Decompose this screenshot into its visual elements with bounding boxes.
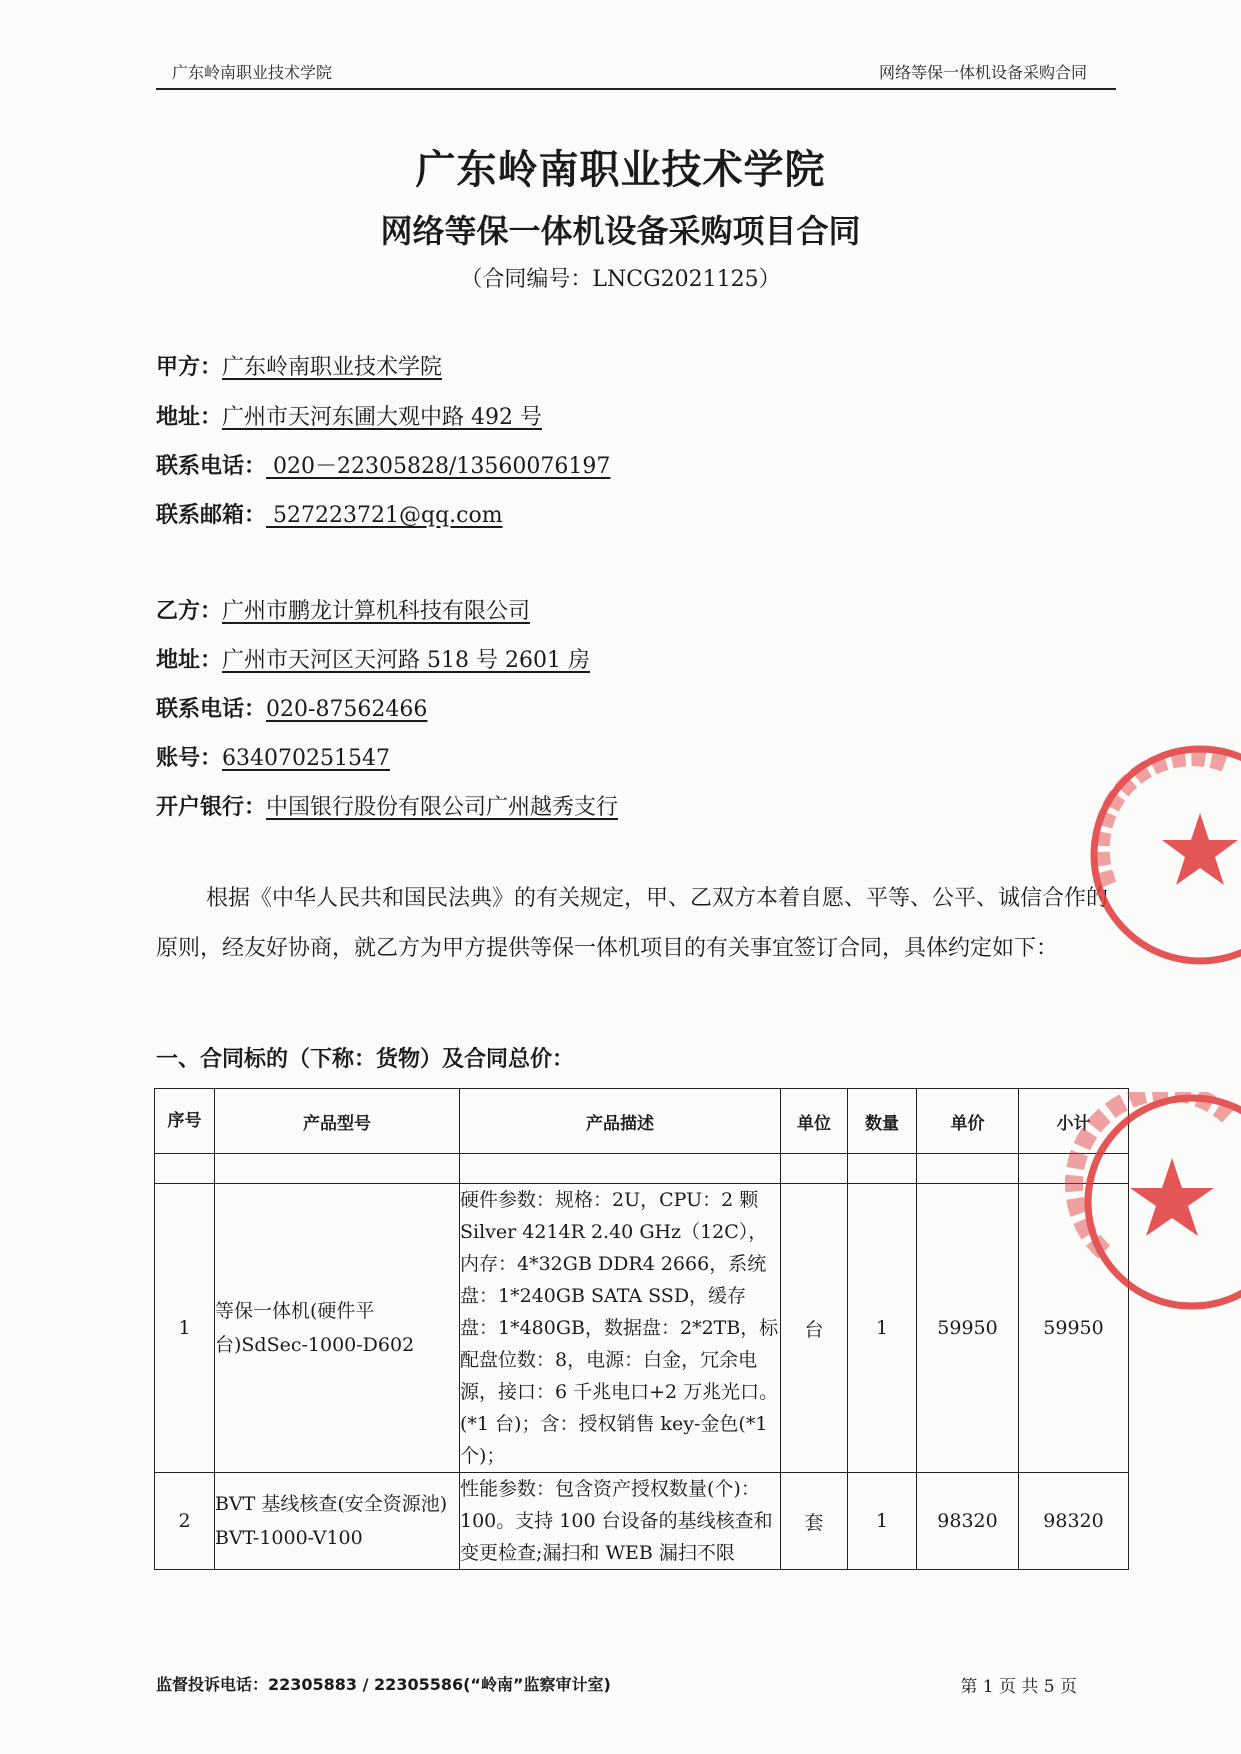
header-rule bbox=[156, 88, 1116, 90]
col-header-price: 单价 bbox=[917, 1089, 1019, 1154]
party-b-account-label: 账号： bbox=[156, 746, 223, 771]
table-header-row bbox=[155, 1089, 1129, 1154]
row1-no: 1 bbox=[155, 1184, 215, 1473]
row2-model: BVT 基线核查(安全资源池) BVT-1000-V100 bbox=[215, 1473, 460, 1570]
col-header-unit: 单位 bbox=[781, 1089, 848, 1154]
row2-qty: 1 bbox=[848, 1473, 917, 1570]
col-header-no: 序号 bbox=[155, 1089, 215, 1154]
row2-no: 2 bbox=[155, 1473, 215, 1570]
party-a-name-row bbox=[156, 350, 442, 381]
col-header-desc: 产品描述 bbox=[460, 1089, 781, 1154]
party-a-email-label: 联系邮箱： bbox=[156, 503, 267, 528]
party-b-name-row bbox=[156, 594, 530, 625]
party-a-label: 甲方： bbox=[156, 355, 223, 380]
intro-text: 根据《中华人民共和国民法典》的有关规定，甲、乙双方本着自愿、平等、公平、诚信合作的原则，经友好协商，就乙方为甲方提供等保一体机项目的有关事宜签订合同，具体约定如下： bbox=[156, 886, 1109, 961]
running-header-left: 广东岭南职业技术学院 bbox=[172, 63, 333, 82]
party-a-email: 527223721@qq.com bbox=[266, 503, 503, 528]
party-b-account-row bbox=[156, 741, 390, 772]
party-b-bank: 中国银行股份有限公司广州越秀支行 bbox=[266, 795, 619, 820]
party-b-address-label: 地址： bbox=[156, 648, 223, 673]
section-title: 一、合同标的（下称：货物）及合同总价： bbox=[156, 1047, 575, 1072]
party-a-email-row bbox=[156, 498, 503, 529]
row2-unit: 套 bbox=[781, 1473, 848, 1570]
col-header-qty: 数量 bbox=[848, 1089, 917, 1154]
party-b-phone: 020-87562466 bbox=[266, 697, 428, 722]
col-header-model: 产品型号 bbox=[215, 1089, 460, 1154]
party-a-address-row bbox=[156, 400, 542, 431]
party-a-phone-row bbox=[156, 449, 610, 480]
document-title: 广东岭南职业技术学院 bbox=[415, 147, 826, 193]
party-b-bank-row bbox=[156, 790, 618, 821]
party-b-bank-label: 开户银行： bbox=[156, 795, 267, 820]
complaint-phone: 监督投诉电话：22305883 / 22305586(“岭南”监察审计室) bbox=[156, 1675, 611, 1694]
row2-desc: 性能参数：包含资产授权数量(个)：100。支持 100 台设备的基线核查和变更检查;漏扫和 WEB 漏扫不限 bbox=[460, 1473, 781, 1570]
row2-price: 98320 bbox=[917, 1473, 1019, 1570]
page-number: 第 1 页 共 5 页 bbox=[960, 1677, 1077, 1697]
party-b-account: 634070251547 bbox=[222, 746, 390, 771]
party-a-phone-label: 联系电话： bbox=[156, 454, 267, 479]
row2-subtotal: 98320 bbox=[1019, 1473, 1129, 1570]
party-a-address: 广州市天河东圃大观中路 492 号 bbox=[222, 405, 542, 430]
table-spacer-row bbox=[155, 1154, 1129, 1184]
contract-number: （合同编号：LNCG2021125） bbox=[460, 267, 781, 292]
row1-price: 59950 bbox=[917, 1184, 1019, 1473]
intro-paragraph bbox=[156, 874, 1116, 974]
table-row bbox=[155, 1473, 1129, 1570]
row1-model: 等保一体机(硬件平台)SdSec-1000-D602 bbox=[215, 1184, 460, 1473]
row1-unit: 台 bbox=[781, 1184, 848, 1473]
party-b-label: 乙方： bbox=[156, 599, 223, 624]
col-header-subtotal: 小计 bbox=[1019, 1089, 1129, 1154]
row1-subtotal: 59950 bbox=[1019, 1184, 1129, 1473]
party-a-address-label: 地址： bbox=[156, 405, 223, 430]
table-row bbox=[155, 1184, 1129, 1473]
document-subtitle: 网络等保一体机设备采购项目合同 bbox=[380, 212, 861, 250]
party-b-address: 广州市天河区天河路 518 号 2601 房 bbox=[222, 648, 590, 673]
running-header-right: 网络等保一体机设备采购合同 bbox=[878, 63, 1087, 82]
party-b-name: 广州市鹏龙计算机科技有限公司 bbox=[222, 599, 531, 624]
party-b-address-row bbox=[156, 643, 590, 674]
party-b-phone-row bbox=[156, 692, 427, 723]
goods-table bbox=[154, 1088, 1129, 1570]
row1-qty: 1 bbox=[848, 1184, 917, 1473]
party-a-name: 广东岭南职业技术学院 bbox=[222, 355, 443, 380]
row1-desc: 硬件参数：规格：2U，CPU：2 颗Silver 4214R 2.40 GHz（12C），内存：4*32GB DDR4 2666，系统盘：1*240GB SATA SSD，缓存盘：1*480GB，数据盘：2*2TB，标配盘位数：8，电源：白金，冗余电源，接口：6 千兆电口+2 万兆光口。(*1 台)；含：授权销售 key-金色(*1 个)； bbox=[460, 1184, 781, 1473]
party-a-phone: 020－22305828/13560076197 bbox=[266, 454, 611, 479]
party-b-phone-label: 联系电话： bbox=[156, 697, 267, 722]
